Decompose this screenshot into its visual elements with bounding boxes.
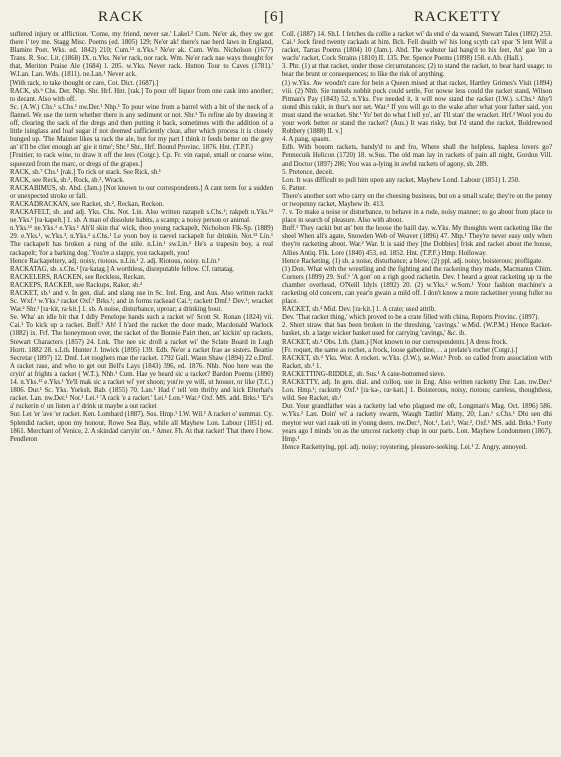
entry-paragraph: (1) w.Yks. Aw woodn't care for bein a Queen mised at that racket, Hartley Grimes's Visit (1894) viii. (2) Nhb. Sie tunnels nobbit puck could settle, For nowse less could the racket stand, Wilson Pitman's Pay (1843) 52. n.Yks. I've needed it, it will now stand the racket (I.W.). s.Chs.¹ Ahy'l stond dhis rakit, in thur's nor set. War.² If you will go to the wake after what your father said, you must stand the wracket. Shr.¹ Yo' bet do what I tell yo', an' I'll stan' the wracket. Hrf.² Wool you do your work better or stand the racket? (Aus.) It was risky, but I'd stand the racket, Boldrewood Robbery (1888) II. v.] [282, 79, 552, 136]
page-number: [6] [264, 9, 285, 25]
entry-paragraph: Coll. (1887) 14. Sh.I. I fetches da collie a racket wi' da end o' da waand, Stewart Tales (1892) 253. Cai.¹ Jock fired twenty rackads at him. Bch. Fell deaith wi' his long scyth ca't spar 'S lent Will a racket, Tarras Poems (1804) 10 (Jam.). Abd. The wabster lad bang'd to his feet, An' gae 'im a wacfu' racket, Cock Strains (1810) II. 135. Per. Spence Poems (1898) 158. e.Ab. (Hall.). [282, 31, 552, 63]
header-right-catchword: RACKETTY [414, 9, 502, 25]
left-column [10, 31, 273, 751]
entry-paragraph: RACKABIMUS, sb. Abd. (Jam.) [Not known to our correspondents.] A cant term for a sudden or unexpected stroke or fall. [10, 184, 273, 200]
entry-paragraph: RACK, see Reck, sb.², Rock, sb.², Wrack. [10, 176, 125, 184]
entry-paragraph: 6. Patter. [282, 184, 307, 192]
entry-paragraph: RACKADRACKAN, see Racket, sb.², Reckan, Reckon. [10, 200, 164, 208]
entry-paragraph: [Fruitier, to rack wine, to draw it off the lees (Cotgr.). Cp. Fr. vin raqué, small or coarse wine, squeezed from the marc, or dregs of the grapes.] [10, 152, 273, 168]
entry-paragraph: RACKELERS, RACKEN, see Reckless, Reckan. [10, 273, 146, 281]
entry-paragraph: Sur. Let 'er 'ave 'er racket. Ken. Lombard (1887). Sus. Hmp.¹ I.W. Wil.¹ A racket o' summat. Cy. Splendid racket, upon my honour, Rowe Sea Bay, while all Mayhew Lon. Labour (1851) ed. 1861. Merchant of Venice, 2. A skindad carryin' on. ¹ Amer. Fh. At that racket! That there I bow. Pendleton [10, 411, 273, 443]
entry-paragraph: Se. Wha' an idle bit that I ddly Penelope hands such a racket wi' Scott St. Ronan (1824) vii. Cai.¹ To kick up a racket. Bnff.¹ Ah! I h'ard the racket the door made, Macdonald Warlock (1882) ix. Frf. The honeymoon over, the racket of the Bonnie Pairt then, an' kickin' up rackets, Stewart Characters (1857) 24. Lnk. The nee sic droll a racket wi' the Sclate Board in Lugh Hortt. 1882 28. s.Lth. Hunter J. Inwick (1895) 139. Edb. Ne'er a racket frae ae sisters. Beattie Secretar (1897) 12. Dmf. Let tooghers mae the racket. 1792 Gall. Waun Shaw (1894) 22 e.Dmf. A racket rase, and who to get out Bell's Lays (1843) 396, ed. 1876. Nhb. Noo here was the cryin' at frights a racket ( W.T.), Nhb.¹ Cum. Hae ye heard sic a racket? Bardon Poems (1890) 14. n.Yks.¹² e.Yks.¹ Ye'll mak sic a racket wi' yer shoon; you're ye will, ut houser, or like (T.C.) 1806. Dur.¹ Sc. Yks. Yorksh. Bab. (1855) 70. Lan.¹ Had t' tell 'em thrifty and kick Elterhat's racket. Lan. nw.Der.¹ Not.¹ Lei.¹ 'A rack 'e a racket.' Lei.¹ Lon.² War.² Oxf. MS. add. Brks.¹ 'Er's a' ruckerin o' un listen a t' drink ut maybe a out racket [10, 314, 273, 411]
entry-paragraph: [Fr. roquet, the same as rochet, a frock, loose gaberdine, . . a prelate's rochet (Cotgr.).] [282, 346, 518, 354]
entry-paragraph: Dev. 'That racket thing,' which proved to be a crate filled with china, Reports Provinc. (1897). [282, 314, 540, 322]
entry-paragraph: RACKETTING-RIDDLE, sb. Sus.¹ A cane-bottomed sieve. [282, 370, 446, 378]
entry-paragraph: Dur. Your grandfather was a racketty lad who plagued me oft, Longman's Mag. Oct. 1896) 586. w.Yks.² Lan. Doin' wi' a rackety swarm, Waugh Tattlin' Matty, 20; Lan.¹ s.Chs.¹ Dhi sen dhi meytor wur vari raak·uti in y'oung deers. nw.Der.¹, Not.¹, Lei.¹, War.², Oxf.¹ MS. add. Brks.¹ Forty years ago I minds 'on as the umcost racketty chap in our parts. Lon. Mayhew Londonmen (1867). Hmp.¹ [282, 403, 552, 443]
entry-paragraph: Lon. It was difficult to pull him upon any racket, Mayhew Lond. Labour (1851) I. 250. [282, 176, 520, 184]
entry-paragraph: Sc. (A.W.) Chs.¹ s.Chs.¹ nw.Der.¹ Nhp.¹ To pour wine from a barrel with a bit of the neck of a flannel. We use the term whether there is any sediment or not. Shr.¹ To refine ale by drawing it off, clearing the sack of the dregs and then putting it back, sometimes with the addition of a little isinglass and loaf sugar if not deemed sufficiently clear, after which process it is closely bunged up. 'The Maister likes ta rack the ale, but for my part I think it feeds better on the grey an' it'll be clier enough an' gie it time'; Shr.² Shr., Hrf. Bound Provinc. 1876. Hnt. (T.P.F.) [10, 103, 273, 152]
entry-paragraph: 3. Phr. (1) at that racket, under those circumstances; (2) to stand the racket, to bear hard usage; to bear the brunt or consequences; to like the risk of anything. [282, 63, 552, 79]
entry-paragraph: There's another sort who carry on the cheesing business, but on a small scale; they're on the penny or twopenny racket, Mayhew ib. 413. [282, 192, 552, 208]
entry-paragraph: 7. v. To make a noise or disturbance, to behave in a rude, noisy manner; to go about from place to place in search of pleasure. Also with about. [282, 209, 552, 225]
entry-paragraph: Bnff.¹ They rackit but an' ben the hoose the haill day. w.Yks. My thoughts went racketing like the sheel When all's agate, Snowden Web of Weaver (1896) 47. Nhp.¹ They're never easy only when they're racketing about. War.² War. It is said they [the Dobbies] frisk and racket about the house, Allies Antiq. Flk. Lore (1840) 453, ed. 1852. Hnt. (T.P.F.) Hmp. Holloway. [282, 225, 552, 257]
entry-paragraph: RACK, sb.⁷ Chs.¹ [rak.] To rick or stack. See Rick, sb.¹ [10, 168, 161, 176]
entry-paragraph: RACK, sb.⁶ Chs. Der. Nhp. Shr. Hrf. Hnt. [rak.] To pour off liquor from one cask into another; to decant. Also with off. [10, 87, 273, 103]
entry-paragraph: Hence Racketing, (1) sb. a noise, disturbance; a blow; (2) ppl. adj. noisy, boisterous; profligate. [282, 257, 543, 265]
entry-paragraph: RACKET, sb.¹ and v. In gen. dial. and slang use in Sc. Irel. Eng. and Aus. Also written rackit Sc. Wxf.¹ w.Yks.¹ racket Oxf.¹ Brks.¹; and in forms rackead Cai.¹; rackett Dmf.¹ Dev.¹; wracket War.² Shr.¹ [ra·kit, ra·kit.] 1. sb. A noise, disturbance, uproar; a drinking bout. [10, 290, 273, 314]
right-column [282, 31, 552, 751]
entry-paragraph: RACKET, sb.⁴ Yks. Wor. A rocket. w.Yks. (J.W.), se.Wor.¹ Prob. so called from association with Racket, sb.¹ 1. [282, 354, 552, 370]
entry-paragraph: Hence Rackettying, ppl. adj. noisy; roystering, pleasure-seeking. Lei.¹ 2. Angry, annoyed. [282, 443, 528, 451]
header-left-catchword: RACK [98, 9, 144, 25]
entry-paragraph: Edb. With bosom rackets, bandy'd to and fro, Where shall the helpless, hapless lovers go? Pennecuik Helicon (1720) 18. w.Sus. The old man lay in rackets of pain all night, Gordon Vill. and Doctor (1897) 286; You was a-lying in awful rackets of agony, sb. 289. [282, 144, 552, 168]
entry-paragraph: (1) Don. What with the wrestling and the fighting and the racketing they made, Macmanus Chim. Corners (1899) 29. Suf.¹ 'A gon' on a righ good racketin. Dev. I heard a great racketing up ta the chamber overhead, O'Neill Idyls (1892) 20. (2) w.Yks.² w.Som.¹ Your fashion machine's a racketing old concern, can year'n gwain a mild off. I don't know a more racketiner young fuller no place. [282, 265, 552, 306]
entry-paragraph: RACKATAG, sb. s.Chs.¹ [ra·katag.] A worthless, disreputable fellow. Cf. rattatag. [10, 265, 235, 273]
entry-paragraph: n.Yks.¹² ne.Yks.¹ e.Yks.¹ Ah'll skin tha' wick, thoo young rackapelt, Nicholson Flk-Sp. (1889) 29. e.Yks.¹, w.Yks.³, n.Yks.² s.Chs.¹ Le yoon boy is raevel rackapelt fur drinkin. Not.¹³ Lin.¹ The rackapelt has broken a rung of the stile. n.Lin.¹ sw.Lin.¹ He's a trapesin boy, a real rackapelt; 'for a barking dog.' You're a slappy, you rackapelt, you! [10, 225, 273, 257]
entry-paragraph: [With rack, to take thought or care, Cot. Dict. (1687).] [10, 79, 159, 87]
entry-paragraph: suffered injury or affliction. 'Come, my friend, never sæ.' Lakel.² Cum. Ne'er ak, they sw got there i' tey me. Stagg Misc. Poems (ed. 1805) 129; Ne'er ak! there's nae herd laws in England, Blamire Poet. Wks. ed. 1842) 210; Cum.¹³ n.Yks.² Ne'er ak. Cum. Wm. Nicholson (1677) Trans. R. Soc. Lit. (1868) IX. n.Yks. Ne'er rack, nor rack. Wm. Ne'er rack nae ways thought for that, Meriton Praise Ale (1684) l. 205. w.Yks. Never rack. Hutton Tour to Caves (1781).' W.Lan. Lan. Wds. (1811). ne.Lan.¹ Never ack. [10, 31, 273, 79]
entry-paragraph: 5. Pretence, deceit. [282, 168, 334, 176]
entry-paragraph: RACKEPS, RACKER, see Rackups, Raker, sb.² [10, 281, 143, 289]
entry-paragraph: RACKAFELT, sb. and adj. Yks. Chs. Not. Lin. Also written razapelt s.Chs.¹; rakpelt n.Yks.¹² ne.Yks.¹ [ra·kapelt.] 1. sb. A man of dissolute habits, a scamp; a noisy person or animal. [10, 209, 273, 225]
entry-paragraph: RACKETTY, adj. In gen. dial. and colloq. use in Eng. Also written racketty Dur. Lan. nw.Der.¹ Lon. Hmp.¹; rackutty Oxf.¹ [ra·kə-, ræ·kəti.] 1. Boisterous, noisy, riotous; careless, thoughtless, wild. See Racket, sb.¹ [282, 379, 552, 403]
page-header [0, 9, 561, 27]
entry-paragraph: RACKET, sb.² Mid. Dev. [ra·kit.] 1. A crate; used attrib. [282, 306, 436, 314]
entry-paragraph: 4. A pang, spasm. [282, 136, 331, 144]
entry-paragraph: Hence Rackapeltery, adj. noisy, riotous. n.Lin.¹ 2. adj. Riotous, noisy. n.Lin.¹ [10, 257, 220, 265]
entry-paragraph: 2. Short straw that has been broken in the threshing, 'cavings.' w.Mid. (W.P.M.) Hence Racket-basket, sb. a large wicker basket used for carrying 'cavings,' &c. ib. [282, 322, 552, 338]
entry-paragraph: RACKET, sb.³ Obs. Lth. (Jam.) [Not known to our correspondents.] A dress frock. [282, 338, 508, 346]
